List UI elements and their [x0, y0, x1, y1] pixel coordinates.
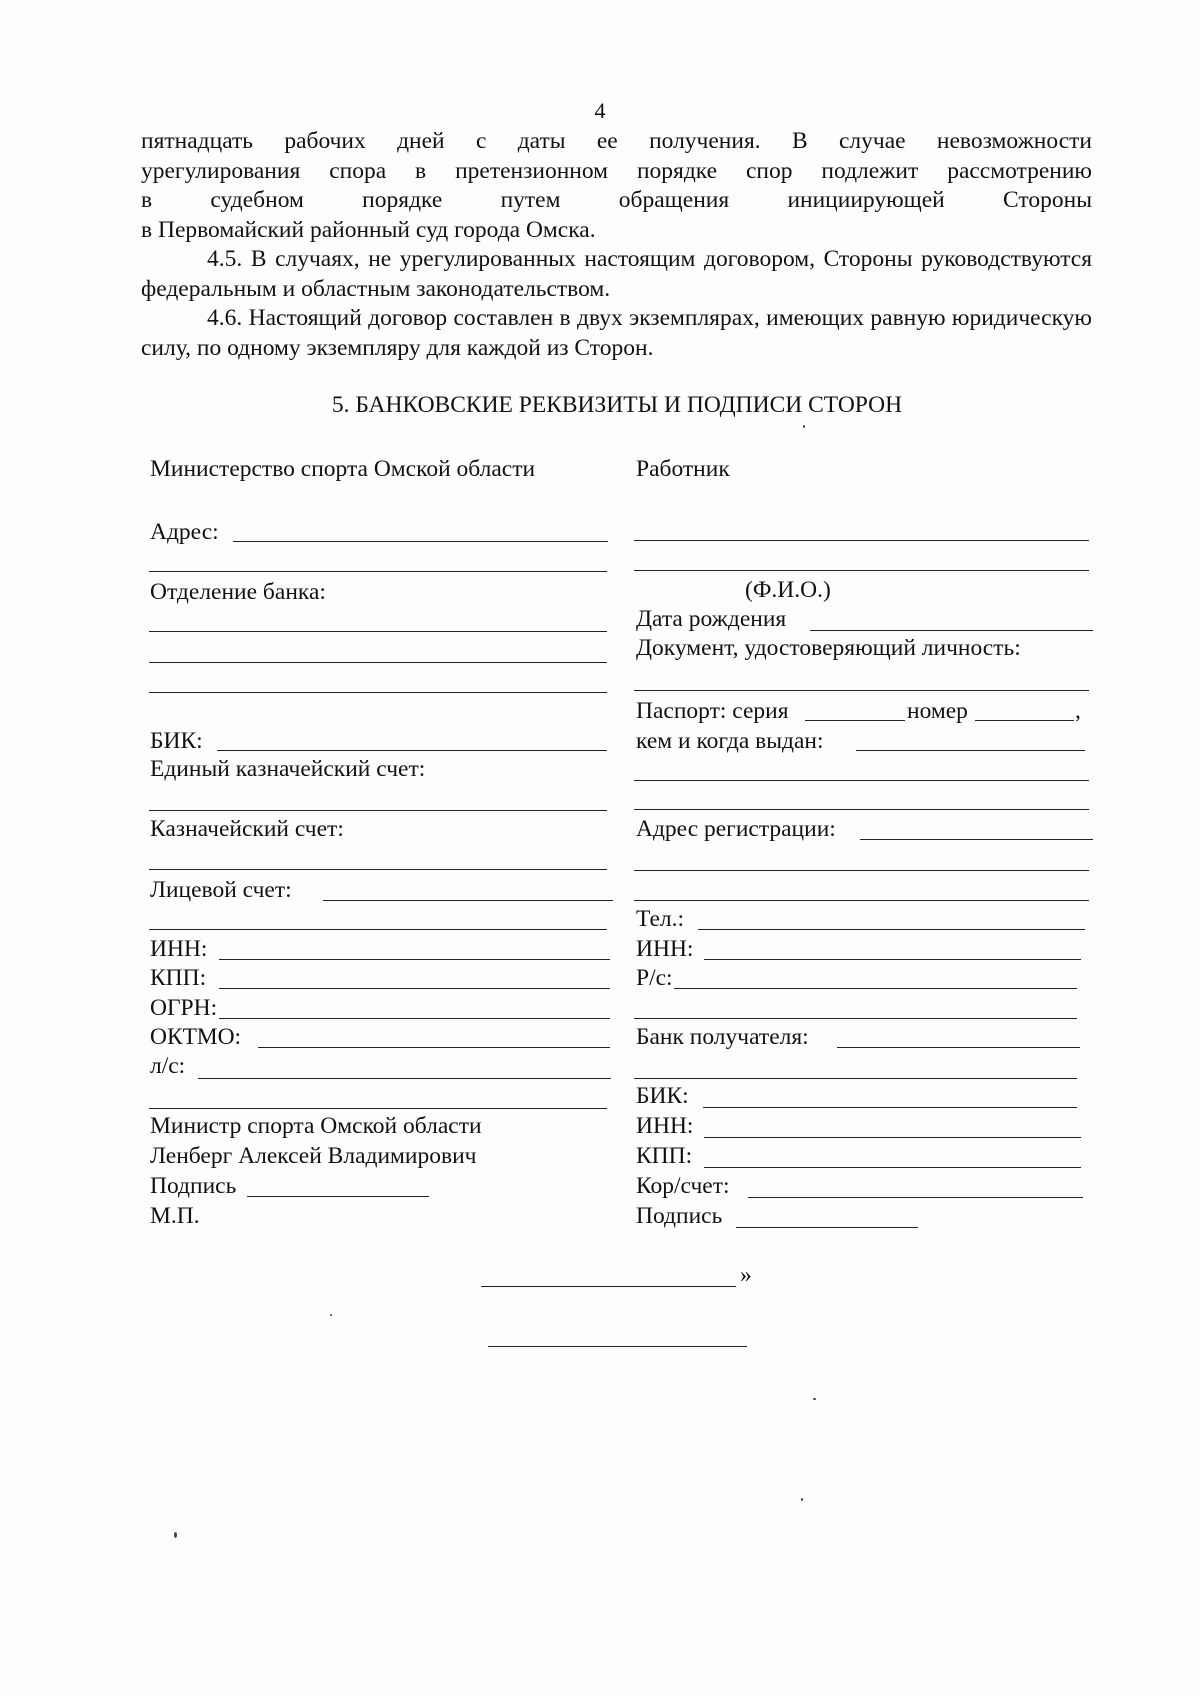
stamp-label: М.П.	[150, 1203, 200, 1229]
worker-inn2-label: ИНН:	[636, 1113, 694, 1139]
worker-signature-label: Подпись	[636, 1203, 723, 1229]
issued-by-line-3	[634, 809, 1089, 810]
kpp-label: КПП:	[150, 965, 207, 991]
scan-speck	[330, 1314, 332, 1316]
scan-speck	[803, 425, 805, 428]
para-line: урегулирования спора в претензионном порядке спор подлежит рассмотрению	[141, 157, 1092, 184]
clause-4-6: 4.6. Настоящий договор составлен в двух экземплярах, имеющих равную юридическую силу, по одному экземпляру для каждой из Сторон.	[141, 305, 1092, 361]
ls-label: л/с:	[150, 1053, 186, 1079]
single-treasury-line	[149, 810, 607, 811]
worker-signature-line	[736, 1227, 918, 1228]
passport-number-label: номер	[907, 698, 968, 724]
single-treasury-label: Единый казначейский счет:	[150, 756, 426, 782]
recipient-bank-label: Банк получателя:	[636, 1024, 809, 1050]
address-line	[233, 541, 608, 542]
reg-address-line	[860, 839, 1093, 840]
personal-account-line-2	[149, 929, 607, 930]
recipient-bank-line	[837, 1047, 1080, 1048]
birth-date-label: Дата рождения	[636, 606, 787, 632]
issued-by-line-2	[634, 780, 1089, 781]
treasury-account-line	[149, 869, 607, 870]
passport-number-line	[975, 720, 1074, 721]
worker-bik-label: БИК:	[636, 1083, 689, 1109]
birth-date-line	[810, 630, 1093, 631]
bank-branch-label: Отделение банка:	[150, 579, 326, 605]
corr-account-line	[748, 1197, 1083, 1198]
oktmo-line	[258, 1047, 610, 1048]
scan-speck	[813, 1398, 816, 1400]
passport-series-label: Паспорт: серия	[636, 698, 789, 724]
corr-account-label: Кор/счет:	[636, 1173, 730, 1199]
ls-line-2	[149, 1108, 607, 1109]
rs-line	[674, 988, 1077, 989]
recipient-bank-line-2	[634, 1078, 1077, 1079]
fio-label: (Ф.И.О.)	[745, 577, 831, 603]
issued-by-label: кем и когда выдан:	[636, 728, 824, 754]
ministry-name: Министерство спорта Омской области	[150, 456, 536, 482]
passport-series-line	[805, 720, 905, 721]
personal-account-line	[323, 900, 613, 901]
minister-name: Ленберг Алексей Владимирович	[150, 1143, 477, 1169]
inn-label: ИНН:	[150, 936, 208, 962]
rs-label: Р/с:	[636, 965, 673, 991]
ogrn-line	[219, 1018, 610, 1019]
minister-signature-label: Подпись	[150, 1173, 237, 1199]
worker-fio-line-2	[634, 570, 1089, 571]
clause-4-4-tail	[141, 127, 1092, 363]
clause-4-5: 4.5. В случаях, не урегулированных настоящим договором, Стороны руководствуются федеральным и областным законодательством.	[141, 246, 1092, 302]
para-line: в Первомайский районный суд города Омска.	[141, 216, 596, 243]
scan-speck	[174, 1532, 177, 1538]
id-document-line	[634, 690, 1089, 691]
bank-branch-line-2	[149, 662, 607, 663]
phone-line	[698, 929, 1085, 930]
ls-line	[198, 1078, 611, 1079]
section-title: 5. БАНКОВСКИЕ РЕКВИЗИТЫ И ПОДПИСИ СТОРОН	[331, 392, 903, 418]
reg-address-label: Адрес регистрации:	[636, 816, 836, 842]
page-number: 4	[594, 98, 606, 123]
rs-line-2	[634, 1018, 1077, 1019]
address-line-2	[149, 571, 607, 572]
worker-inn2-line	[704, 1137, 1081, 1138]
reg-address-line-3	[634, 900, 1089, 901]
worker-inn-label: ИНН:	[636, 936, 694, 962]
bik-line	[217, 750, 607, 751]
reg-address-line-2	[634, 870, 1089, 871]
passport-comma: ,	[1075, 698, 1081, 724]
kpp-line	[219, 988, 610, 989]
personal-account-label: Лицевой счет:	[150, 877, 292, 903]
phone-label: Тел.:	[636, 906, 685, 932]
issued-by-line	[856, 750, 1085, 751]
worker-bik-line	[703, 1107, 1077, 1108]
address-label: Адрес:	[150, 519, 219, 545]
worker-kpp-label: КПП:	[636, 1143, 693, 1169]
bottom-line-1	[481, 1286, 736, 1287]
bank-branch-line-3	[149, 692, 607, 693]
ogrn-label: ОГРН:	[150, 995, 218, 1021]
treasury-account-label: Казначейский счет:	[150, 816, 344, 842]
id-document-label: Документ, удостоверяющий личность:	[636, 635, 1021, 661]
worker-fio-line-1	[634, 540, 1089, 541]
minister-title: Министр спорта Омской области	[150, 1113, 482, 1139]
scan-speck	[801, 1498, 803, 1501]
minister-signature-line	[247, 1196, 429, 1197]
bottom-line-2	[488, 1346, 747, 1347]
para-line: в судебном порядке путем обращения инициирующей Стороны	[141, 187, 1092, 213]
inn-line	[219, 959, 610, 960]
worker-title: Работник	[636, 456, 730, 482]
oktmo-label: ОКТМО:	[150, 1024, 242, 1050]
bik-label: БИК:	[150, 728, 203, 754]
worker-inn-line	[704, 959, 1081, 960]
worker-kpp-line	[704, 1167, 1081, 1168]
bank-branch-line-1	[149, 631, 607, 632]
closing-quote: »	[740, 1262, 752, 1288]
para-line: пятнадцать рабочих дней с даты ее получения. В случае невозможности	[141, 128, 1092, 154]
